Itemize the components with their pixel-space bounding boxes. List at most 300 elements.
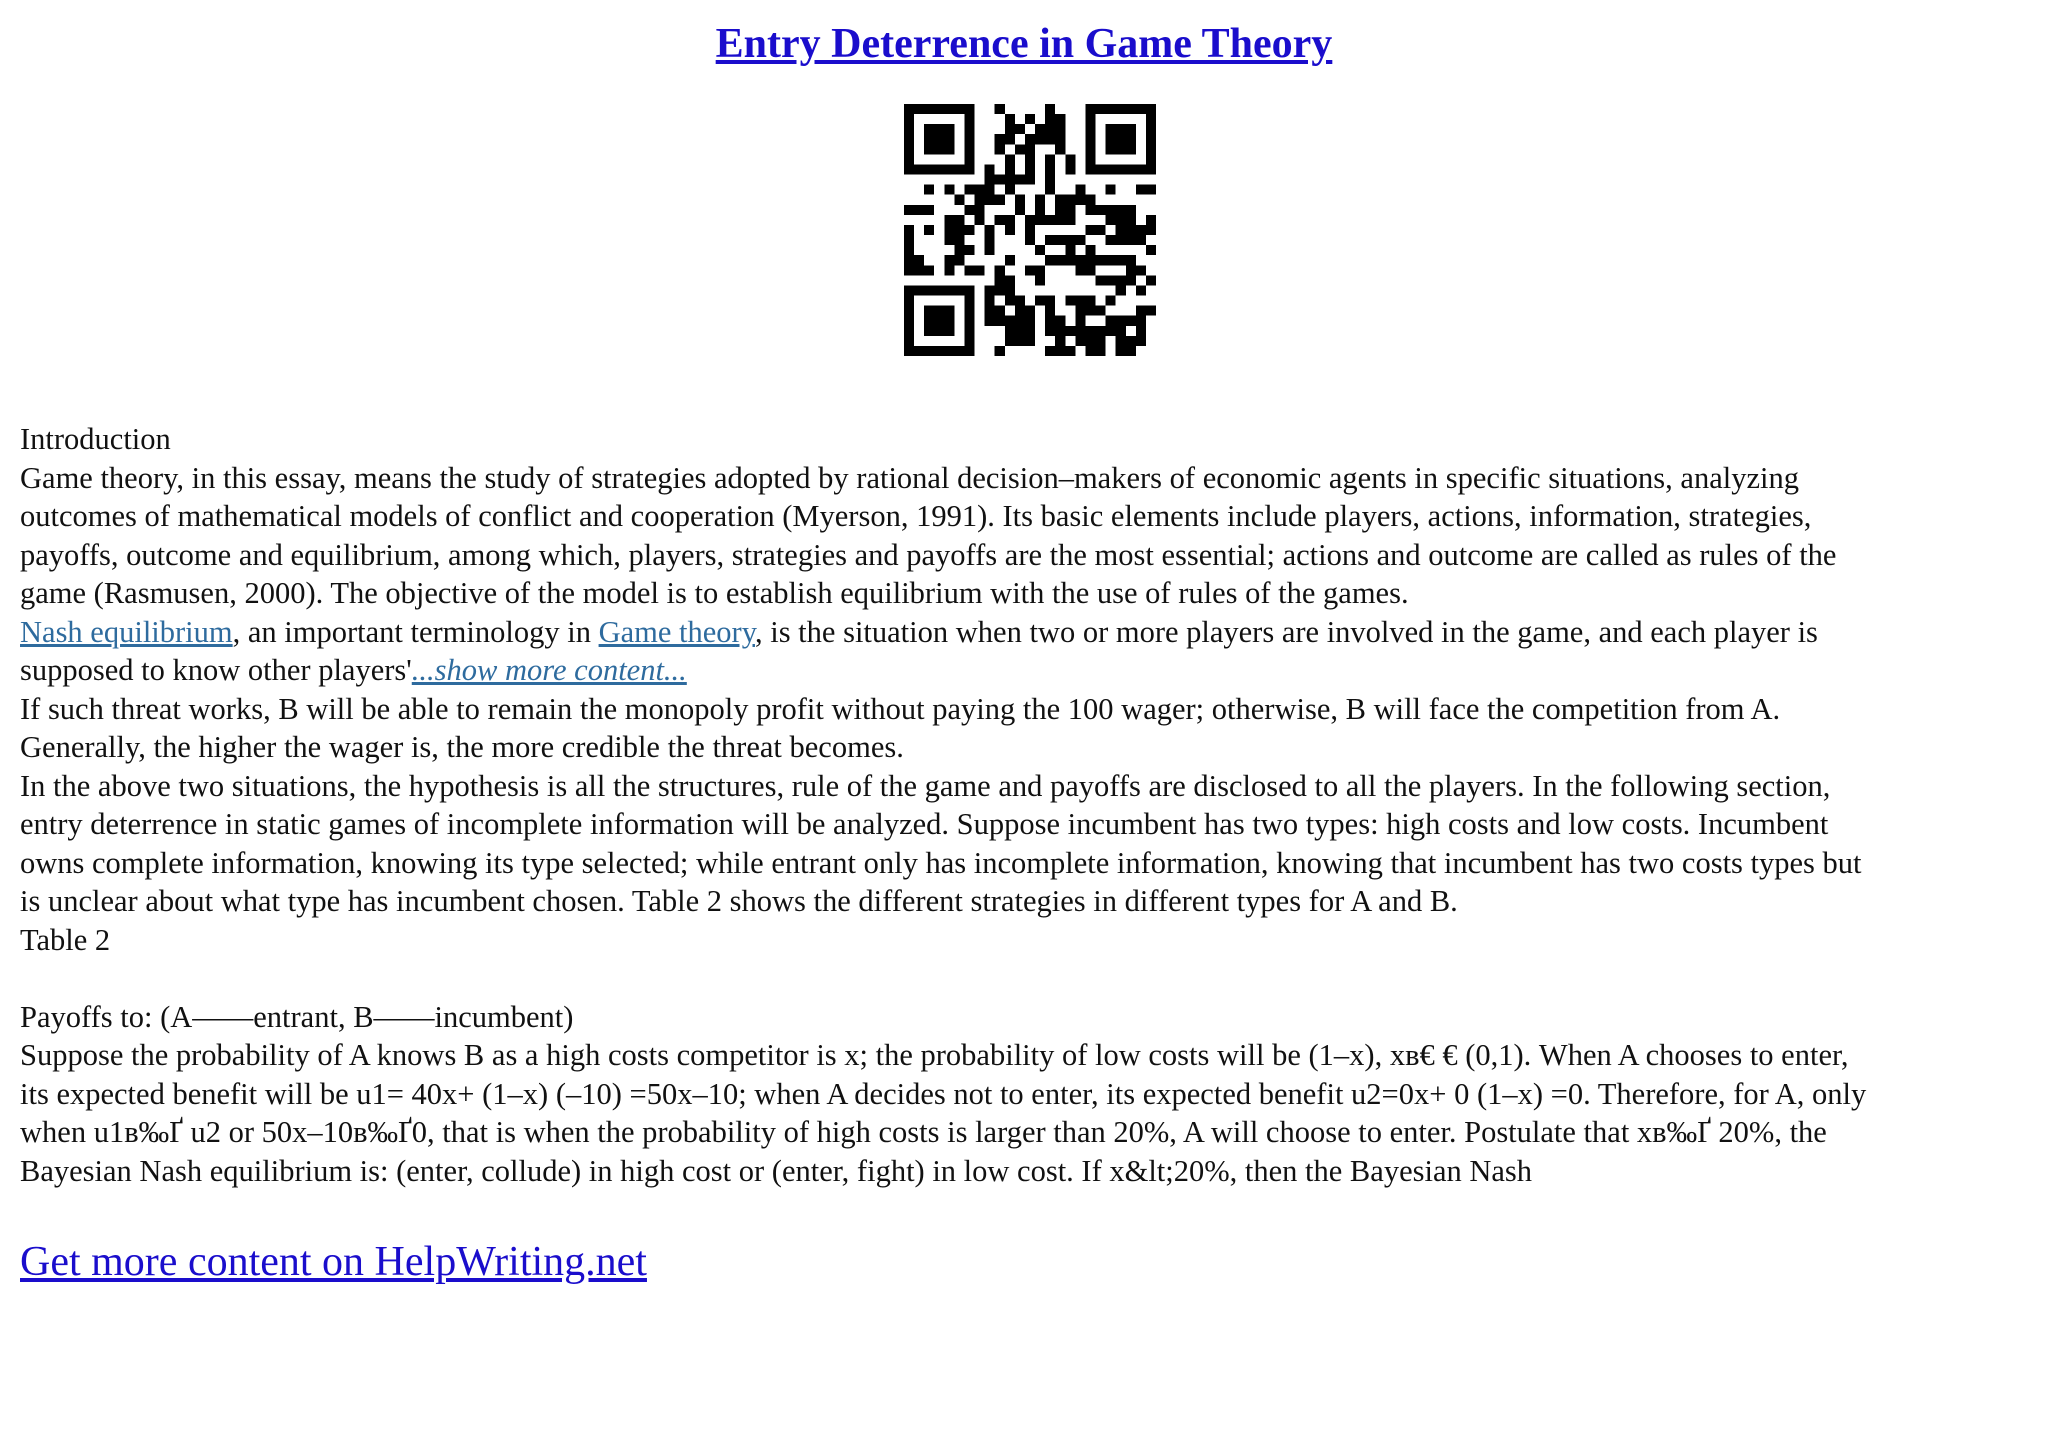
qr-module [954,195,964,205]
qr-module [1096,164,1106,174]
qr-module [1025,144,1035,154]
qr-module [1116,326,1126,336]
qr-module [1075,306,1085,316]
qr-module [1096,275,1106,285]
paragraph-line: In the above two situations, the hypothesis is all the structures, rule of the game and payoffs are disclosed to all the players. In the following section, [20,768,1831,803]
qr-module [904,114,914,124]
qr-module [1065,326,1075,336]
qr-module [954,225,964,235]
qr-module [914,164,924,174]
qr-module [904,346,914,356]
qr-module [1126,255,1136,265]
qr-module [1085,134,1095,144]
qr-module [964,154,974,164]
qr-module [1146,104,1156,114]
qr-module [914,205,924,215]
qr-module [1146,185,1156,195]
qr-module [934,306,944,316]
qr-module [1055,114,1065,124]
qr-module [924,205,934,215]
qr-module [995,265,1005,275]
qr-module [924,306,934,316]
qr-module [964,185,974,195]
qr-module [1146,124,1156,134]
qr-module [1085,164,1095,174]
qr-module [1005,255,1015,265]
qr-module [1035,245,1045,255]
qr-module [924,346,934,356]
qr-module [944,164,954,174]
qr-module [985,235,995,245]
qr-module [1085,306,1095,316]
qr-module [1055,255,1065,265]
qr-module [1126,144,1136,154]
qr-module [964,316,974,326]
qr-module [1025,326,1035,336]
qr-module [975,195,985,205]
qr-module [964,336,974,346]
qr-module [904,265,914,275]
qr-module [1045,215,1055,225]
qr-module [1126,164,1136,174]
qr-module [1005,316,1015,326]
qr-module [1126,134,1136,144]
qr-module [1005,154,1015,164]
qr-module [995,346,1005,356]
qr-module [975,215,985,225]
qr-module [1106,235,1116,245]
page-title-container [0,16,2048,72]
qr-module [1126,346,1136,356]
qr-module [934,326,944,336]
qr-module [1055,336,1065,346]
qr-module [914,255,924,265]
qr-module [1045,175,1055,185]
qr-module [1116,215,1126,225]
qr-module [944,185,954,195]
qr-module [1116,205,1126,215]
qr-module [964,346,974,356]
qr-module [1116,275,1126,285]
qr-module [944,306,954,316]
qr-module [1085,144,1095,154]
qr-module [1085,124,1095,134]
qr-code-icon [904,104,1156,356]
qr-module [924,164,934,174]
qr-module [1045,154,1055,164]
qr-module [1015,144,1025,154]
qr-module [1035,296,1045,306]
qr-module [1045,346,1055,356]
qr-module [964,205,974,215]
qr-module [934,104,944,114]
qr-module [964,306,974,316]
qr-module [975,185,985,195]
qr-module [954,104,964,114]
qr-module [944,225,954,235]
qr-module [904,235,914,245]
qr-module [1146,245,1156,255]
qr-module [944,346,954,356]
qr-module [1005,285,1015,295]
show-more-content-link[interactable]: ...show more content... [411,653,687,687]
qr-module [1136,326,1146,336]
qr-module [964,104,974,114]
qr-module [1015,195,1025,205]
qr-module [1055,346,1065,356]
qr-module [1106,326,1116,336]
qr-module [1085,114,1095,124]
qr-module [1146,164,1156,174]
qr-module [1045,255,1055,265]
qr-module [934,346,944,356]
qr-module [934,164,944,174]
qr-module [995,285,1005,295]
qr-module [1146,154,1156,164]
qr-module [1106,134,1116,144]
qr-module [944,255,954,265]
qr-module [1106,124,1116,134]
qr-module [934,316,944,326]
qr-module [1096,225,1106,235]
qr-module [985,225,995,235]
qr-module [1055,316,1065,326]
paragraph-line: Suppose the probability of A knows B as a high costs competitor is x; the probability of low costs will be (1–x), xв€ € (0,1). When A chooses to enter, [20,1038,1849,1072]
qr-module [1045,124,1055,134]
qr-module [904,144,914,154]
qr-module [1075,265,1085,275]
qr-module [944,134,954,144]
qr-module [975,265,985,275]
qr-module [1035,134,1045,144]
qr-module [924,144,934,154]
qr-module [1085,245,1095,255]
qr-module [1065,195,1075,205]
qr-module [1126,265,1136,275]
qr-module [985,245,995,255]
paragraph-text: , is the situation when two or more players are involved in the game, and each player is [754,614,1818,649]
paragraph-line: game (Rasmusen, 2000). The objective of the model is to establish equilibrium with the use of rules of the games. [20,576,1409,610]
qr-module [1045,134,1055,144]
qr-module [1106,205,1116,215]
qr-module [1075,326,1085,336]
qr-module [1106,296,1116,306]
qr-module [1096,326,1106,336]
qr-module [1035,195,1045,205]
qr-module [1146,225,1156,235]
qr-module [1116,235,1126,245]
qr-module [1055,205,1065,215]
qr-module [1065,154,1075,164]
qr-module [1085,154,1095,164]
qr-module [1005,175,1015,185]
qr-module [924,326,934,336]
qr-module [1146,144,1156,154]
qr-module [985,195,995,205]
qr-module [1106,144,1116,154]
get-more-content-link[interactable]: Get more content on HelpWriting.net [20,1239,647,1285]
qr-module [1055,235,1065,245]
qr-module [964,285,974,295]
qr-module [964,134,974,144]
qr-module [1106,104,1116,114]
qr-module [1075,316,1085,326]
qr-module [944,285,954,295]
qr-module [1136,285,1146,295]
qr-module [1035,215,1045,225]
qr-module [1025,154,1035,164]
qr-module [1035,124,1045,134]
qr-module [904,154,914,164]
article-body [20,420,2030,1190]
qr-module [1085,296,1095,306]
qr-module [1055,134,1065,144]
qr-module [904,316,914,326]
qr-module [1025,164,1035,174]
qr-module [1085,205,1095,215]
qr-module [995,275,1005,285]
qr-module [1096,336,1106,346]
qr-module [1136,225,1146,235]
qr-module [1096,255,1106,265]
qr-module [1116,104,1126,114]
qr-module [1045,296,1055,306]
qr-module [1005,114,1015,124]
qr-module [1065,255,1075,265]
qr-module [964,326,974,336]
qr-module [904,285,914,295]
qr-module [1106,164,1116,174]
qr-module [1116,164,1126,174]
qr-module [1146,275,1156,285]
qr-module [1085,265,1095,275]
qr-module [995,195,1005,205]
qr-module [1055,124,1065,134]
qr-module [975,205,985,215]
paragraph-line [20,613,2030,652]
qr-module [1126,215,1136,225]
qr-module [1015,316,1025,326]
qr-module [1085,255,1095,265]
qr-module [924,265,934,275]
qr-module [1126,205,1136,215]
qr-module [934,124,944,134]
qr-module [1065,164,1075,174]
qr-module [1096,104,1106,114]
qr-module [944,316,954,326]
qr-module [1126,316,1136,326]
qr-module [1065,235,1075,245]
qr-module [1116,346,1126,356]
qr-module [1085,104,1095,114]
qr-module [1075,336,1085,346]
qr-module [944,326,954,336]
qr-module [1136,235,1146,245]
qr-module [964,245,974,255]
qr-module [1116,285,1126,295]
qr-module [1085,225,1095,235]
qr-module [924,225,934,235]
qr-module [1055,144,1065,154]
qr-module [924,104,934,114]
qr-module [1065,205,1075,215]
qr-module [1096,346,1106,356]
qr-module [1146,114,1156,124]
qr-module [904,296,914,306]
qr-module [1126,275,1136,285]
paragraph-line: Game theory, in this essay, means the study of strategies adopted by rational decision–makers of economic agents in specific situations, analyzing [20,460,1799,495]
qr-module [1126,104,1136,114]
qr-module [1045,316,1055,326]
qr-module [944,265,954,275]
qr-module [1065,346,1075,356]
qr-module [1136,185,1146,195]
qr-module [1045,104,1055,114]
qr-module [1075,296,1085,306]
paragraph-line: Bayesian Nash equilibrium is: (enter, collude) in high cost or (enter, fight) in low cost. If x&lt;20%, then the Bayesian Nash [20,1153,1533,1188]
qr-module [1025,134,1035,144]
blank-line [20,959,2030,998]
qr-module [954,285,964,295]
qr-module [1136,265,1146,275]
qr-module [964,124,974,134]
paragraph-line: Generally, the higher the wager is, the more credible the threat becomes. [20,730,904,764]
qr-module [964,225,974,235]
qr-module [924,185,934,195]
paragraph-line: is unclear about what type has incumbent chosen. Table 2 shows the different strategies in different types for A and B. [20,884,1458,918]
qr-module [1025,114,1035,124]
qr-module [1045,185,1055,195]
qr-module [1116,124,1126,134]
qr-module [944,215,954,225]
qr-module [904,134,914,144]
qr-module [1015,326,1025,336]
payoffs-line: Payoffs to: (A——entrant, B——incumbent) [20,999,574,1034]
qr-module [1116,134,1126,144]
qr-module [904,306,914,316]
qr-module [1005,185,1015,195]
qr-module [1126,225,1136,235]
qr-module [904,104,914,114]
qr-module [944,104,954,114]
qr-module [995,134,1005,144]
qr-module [914,285,924,295]
qr-module [1015,306,1025,316]
qr-module [1106,215,1116,225]
qr-module [1055,215,1065,225]
qr-module [904,124,914,134]
qr-module [1106,185,1116,195]
qr-module [985,316,995,326]
qr-module [964,296,974,306]
qr-module [1015,296,1025,306]
qr-module [1015,336,1025,346]
qr-module [1146,134,1156,144]
qr-module [985,296,995,306]
qr-module [934,144,944,154]
qr-module [1035,265,1045,275]
qr-module [1085,336,1095,346]
qr-module [1025,336,1035,346]
qr-module [954,245,964,255]
qr-module [904,245,914,255]
qr-module [1085,326,1095,336]
qr-module [954,215,964,225]
qr-module [995,144,1005,154]
qr-module [985,164,995,174]
qr-module [1025,175,1035,185]
qr-module [1116,225,1126,235]
qr-module [1025,225,1035,235]
qr-module [1015,175,1025,185]
qr-module [944,124,954,134]
qr-module [1015,124,1025,134]
qr-module [954,255,964,265]
qr-module [1005,336,1015,346]
qr-module [1005,296,1015,306]
qr-module [1075,235,1085,245]
qr-module [964,164,974,174]
paragraph-line: its expected benefit will be u1= 40x+ (1–x) (–10) =50x–10; when A decides not to enter, its expected benefit u2=0x+ 0 (1–x) =0. Therefore, for A, only [20,1076,1867,1111]
qr-module [934,285,944,295]
game-theory-link[interactable]: Game theory [598,614,755,649]
qr-module [1065,245,1075,255]
qr-module [1106,316,1116,326]
paragraph-text: , an important terminology in [232,614,599,649]
qr-module [995,175,1005,185]
qr-module [1055,195,1065,205]
qr-module [985,285,995,295]
paragraph-line: entry deterrence in static games of incomplete information will be analyzed. Suppose incumbent has two types: high costs and low costs. Incumbent [20,807,1829,841]
qr-module [1055,326,1065,336]
qr-module [904,164,914,174]
qr-module [1106,255,1116,265]
qr-module [914,346,924,356]
paragraph-line: owns complete information, knowing its type selected; while entrant only has incomplete information, knowing that incumbent has two costs types but [20,845,1862,880]
qr-module [1025,235,1035,245]
qr-module [1025,215,1035,225]
nash-equilibrium-link[interactable]: Nash equilibrium [20,614,233,649]
page-title-link[interactable]: Entry Deterrence in Game Theory [715,21,1333,67]
qr-module [1045,326,1055,336]
paragraph-text: supposed to know other players' [20,653,412,687]
qr-module [985,185,995,195]
qr-module [904,326,914,336]
qr-module [1136,104,1146,114]
qr-module [1005,326,1015,336]
qr-module [964,265,974,275]
qr-module [1045,164,1055,174]
qr-module [1146,215,1156,225]
qr-module [924,285,934,295]
qr-module [1085,195,1095,205]
qr-module [1136,164,1146,174]
paragraph-line: If such threat works, B will be able to remain the monopoly profit without paying the 100 wager; otherwise, B will face the competition from A. [20,691,1781,726]
qr-module [1085,346,1095,356]
qr-module [954,346,964,356]
qr-module [1065,215,1075,225]
qr-module [1096,205,1106,215]
qr-module [1136,306,1146,316]
qr-module [924,124,934,134]
qr-module [1045,114,1055,124]
qr-module [1045,306,1055,316]
qr-module [1116,144,1126,154]
qr-module [904,255,914,265]
qr-module [1136,336,1146,346]
qr-module [904,205,914,215]
qr-module [954,164,964,174]
